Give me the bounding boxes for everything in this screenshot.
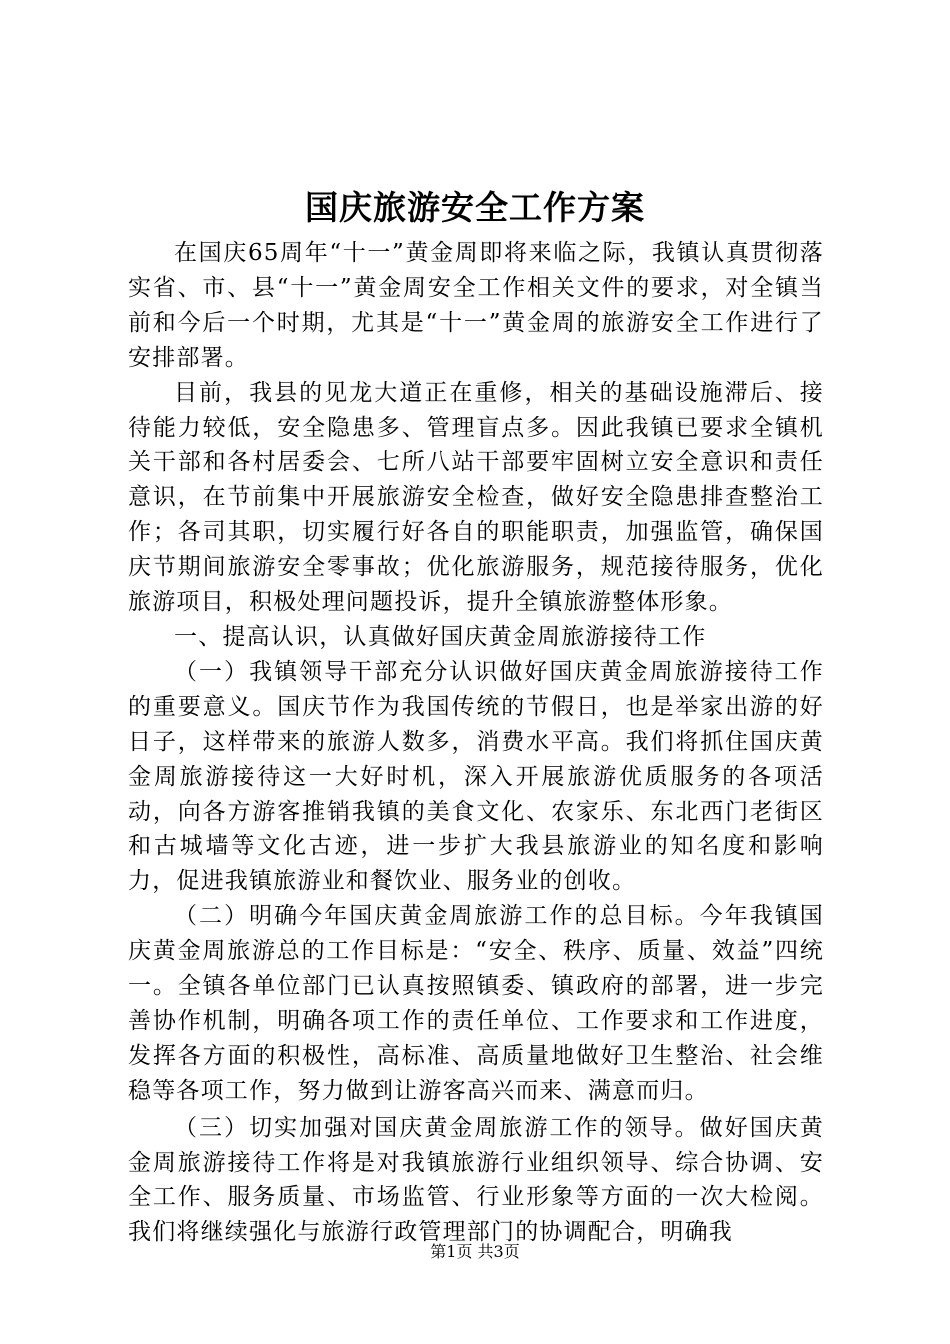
section-heading-1: 一、提高认识，认真做好国庆黄金周旅游接待工作: [174, 623, 707, 650]
paragraph-item-1: （一）我镇领导干部充分认识做好国庆黄金周旅游接待工作的重要意义。国庆节作为我国传统的节假日，也是举家出游的好日子，这样带来的旅游人数多，消费水平高。我们将抓住国庆黄金周旅游接待这一大好时机，深入开展旅游优质服务的各项活动，向各方游客推销我镇的美食文化、农家乐、东北西门老街区和古城墙等文化古迹，进一步扩大我县旅游业的知名度和影响力，促进我镇旅游业和餐饮业、服务业的创收。: [128, 658, 824, 895]
paragraph-current-situation: 目前，我县的见龙大道正在重修，相关的基础设施滞后、接待能力较低，安全隐患多、管理盲点多。因此我镇已要求全镇机关干部和各村居委会、七所八站干部要牢固树立安全意识和责任意识，在节前集中开展旅游安全检查，做好安全隐患排查整治工作；各司其职，切实履行好各自的职能职责，加强监管，确保国庆节期间旅游安全零事故；优化旅游服务，规范接待服务，优化旅游项目，积极处理问题投诉，提升全镇旅游整体形象。: [128, 379, 824, 616]
page-number-footer: 第1页 共3页: [430, 1242, 520, 1261]
paragraph-item-2: （二）明确今年国庆黄金周旅游工作的总目标。今年我镇国庆黄金周旅游总的工作目标是：“安全、秩序、质量、效益”四统一。全镇各单位部门已认真按照镇委、镇政府的部署，进一步完善协作机制，明确各项工作的责任单位、工作要求和工作进度，发挥各方面的积极性，高标准、高质量地做好卫生整治、社会维稳等各项工作，努力做到让游客高兴而来、满意而归。: [128, 903, 824, 1104]
paragraph-item-3: （三）切实加强对国庆黄金周旅游工作的领导。做好国庆黄金周旅游接待工作将是对我镇旅游行业组织领导、综合协调、安全工作、服务质量、市场监管、行业形象等方面的一次大检阅。我们将继续强化与旅游行政管理部门的协调配合，明确我: [128, 1114, 824, 1246]
paragraph-intro: 在国庆65周年“十一”黄金周即将来临之际，我镇认真贯彻落实省、市、县“十一”黄金周安全工作相关文件的要求，对全镇当前和今后一个时期，尤其是“十一”黄金周的旅游安全工作进行了安排部署。: [128, 240, 824, 371]
document-title: 国庆旅游安全工作方案: [305, 188, 645, 227]
document-body: [128, 236, 824, 1250]
